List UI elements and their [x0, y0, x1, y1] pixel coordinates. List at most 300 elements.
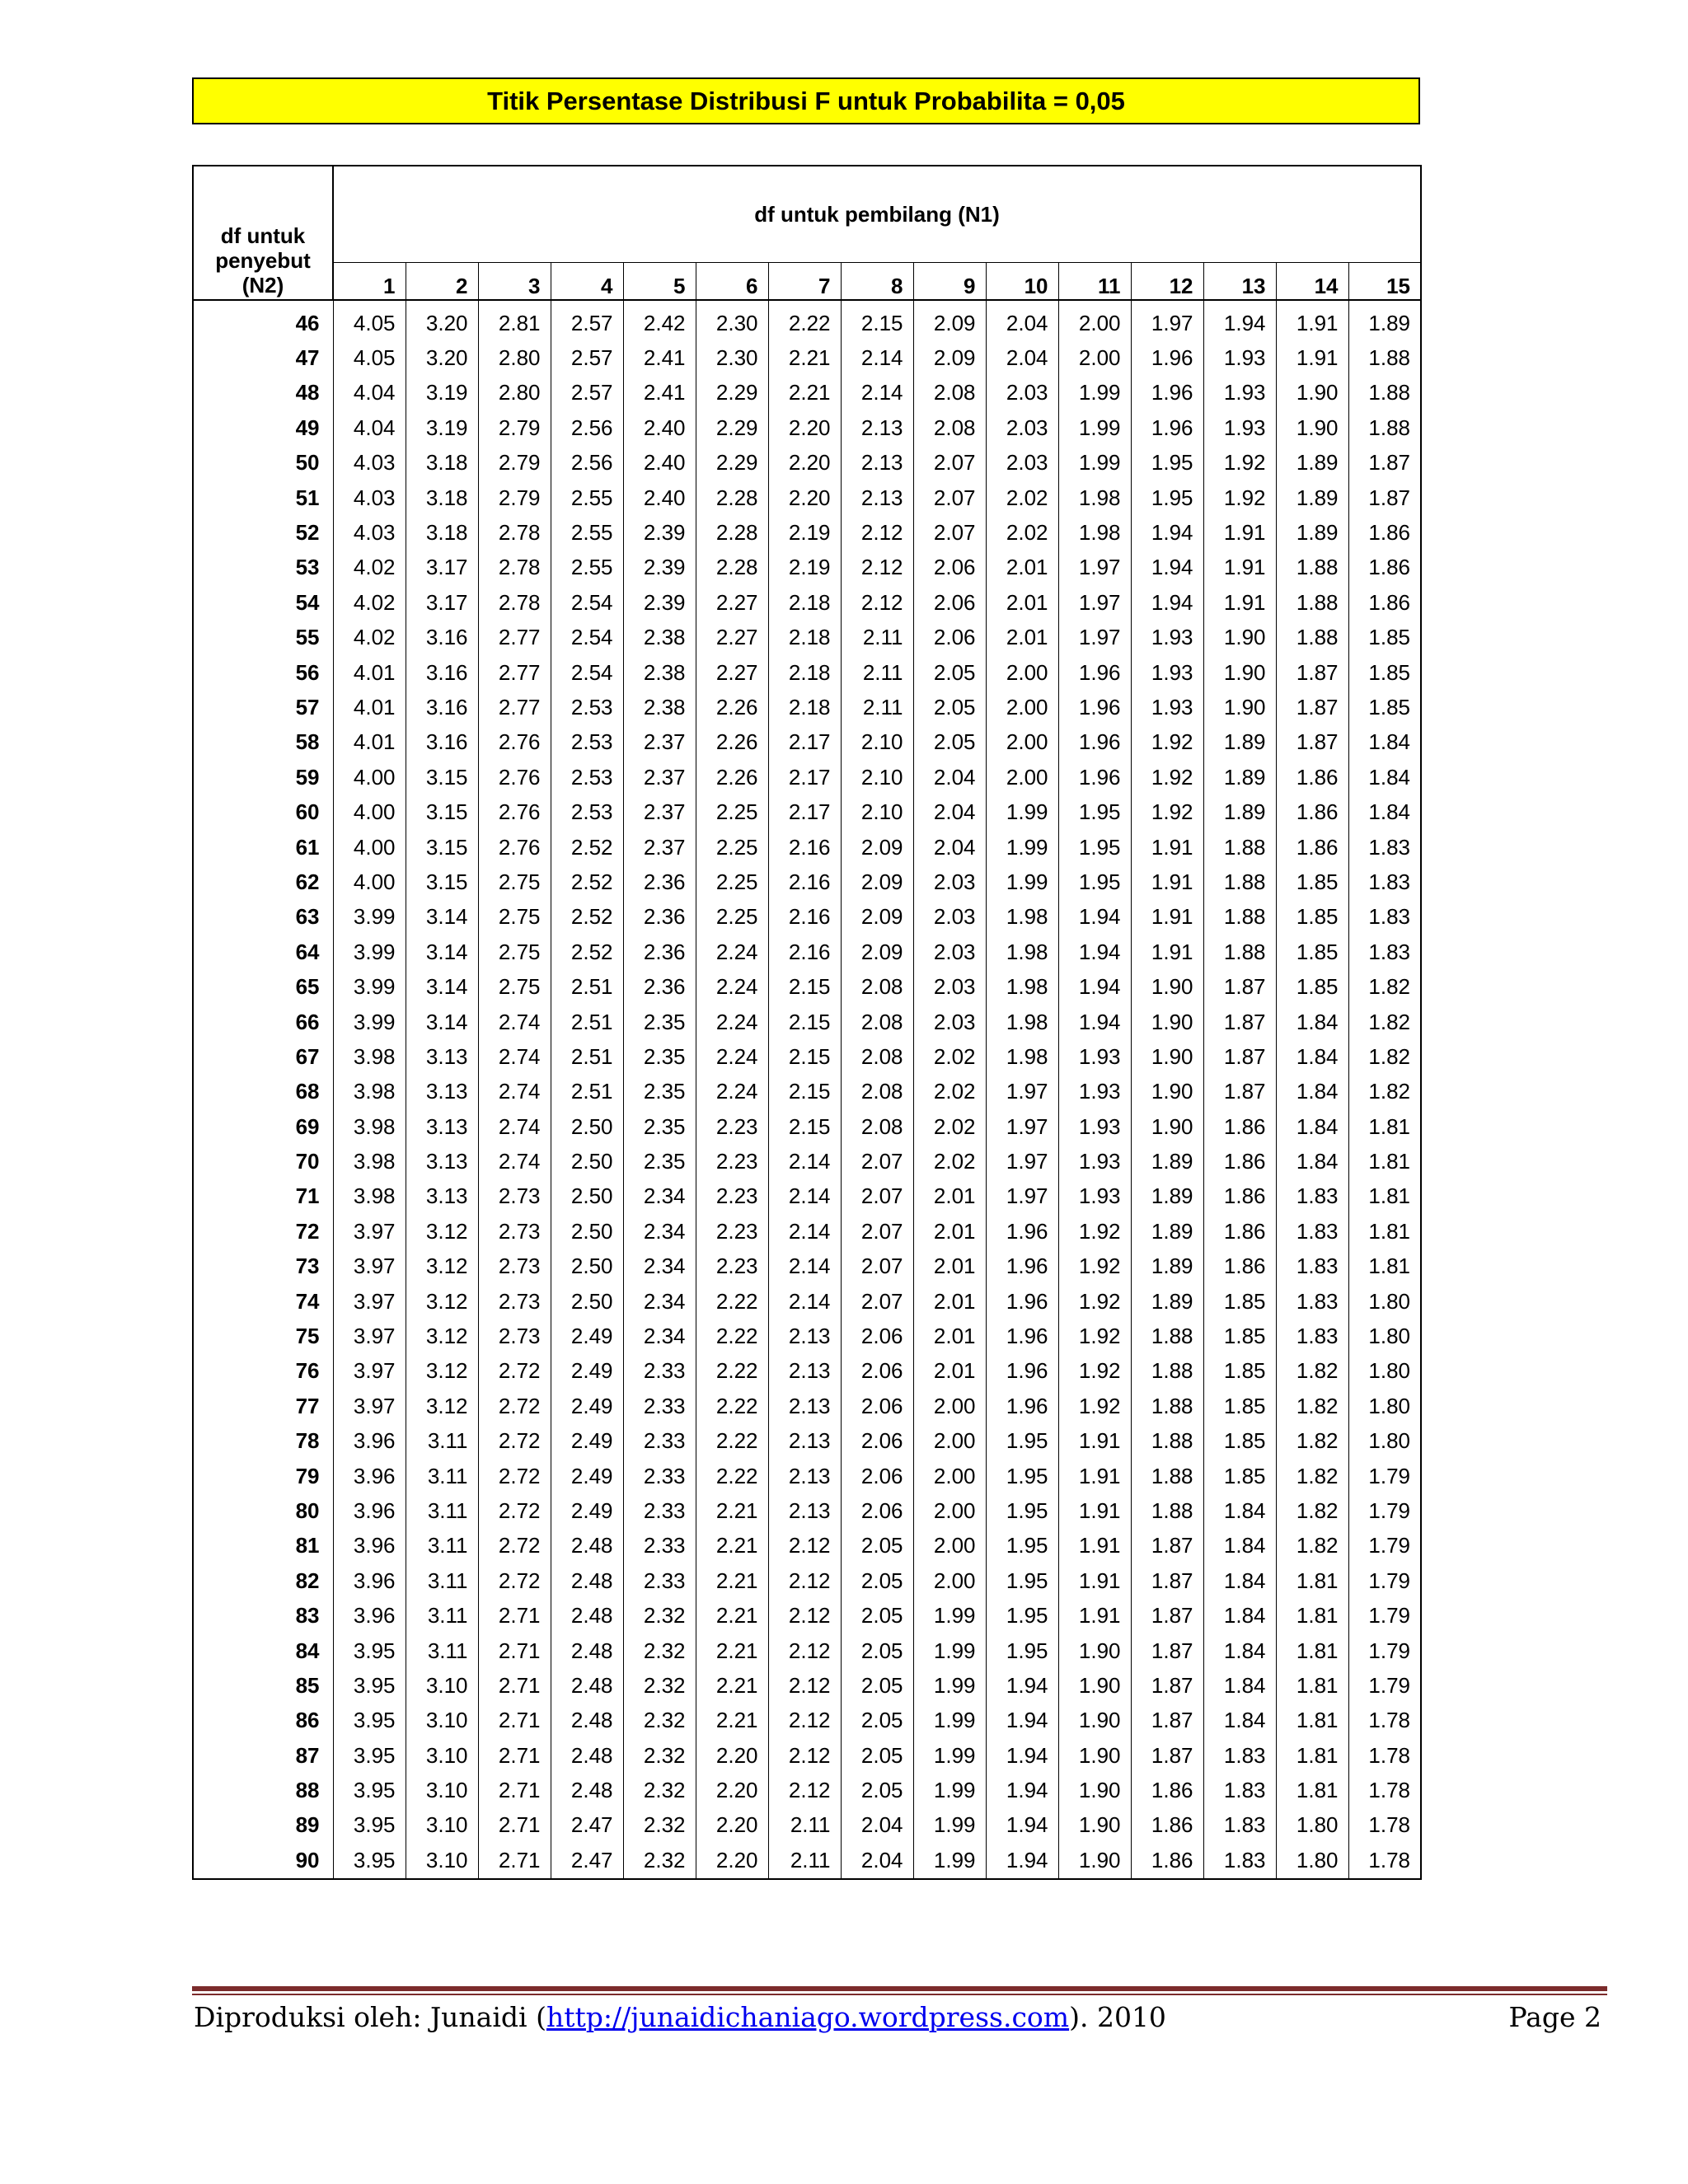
- table-cell: 1.95: [1058, 794, 1131, 829]
- table-cell: 2.52: [551, 900, 623, 935]
- table-cell: 2.02: [913, 1109, 986, 1144]
- table-cell: 2.01: [986, 585, 1058, 620]
- table-cell: 1.85: [1203, 1319, 1276, 1353]
- table-cell: 1.87: [1203, 1039, 1276, 1074]
- table-cell: 1.88: [1276, 621, 1348, 655]
- table-cell: 1.82: [1276, 1424, 1348, 1459]
- table-cell: 1.91: [1131, 900, 1203, 935]
- row-label: 55: [193, 621, 333, 655]
- table-cell: 2.04: [841, 1843, 913, 1878]
- table-cell: 2.19: [768, 551, 841, 585]
- table-cell: 1.90: [1058, 1704, 1131, 1738]
- table-cell: 3.12: [406, 1389, 478, 1423]
- table-cell: 1.99: [986, 794, 1058, 829]
- table-cell: 1.79: [1348, 1529, 1421, 1563]
- table-cell: 2.30: [696, 300, 768, 340]
- table-cell: 1.99: [986, 865, 1058, 899]
- table-cell: 2.80: [478, 376, 551, 410]
- table-cell: 2.01: [913, 1354, 986, 1389]
- table-cell: 1.90: [1058, 1808, 1131, 1843]
- table-cell: 2.40: [623, 446, 696, 480]
- table-cell: 2.22: [696, 1354, 768, 1389]
- table-cell: 2.00: [913, 1529, 986, 1563]
- table-cell: 1.85: [1348, 655, 1421, 690]
- table-cell: 2.78: [478, 585, 551, 620]
- table-cell: 3.98: [333, 1144, 406, 1179]
- table-cell: 2.21: [696, 1633, 768, 1668]
- table-cell: 2.53: [551, 725, 623, 760]
- table-cell: 1.93: [1203, 376, 1276, 410]
- table-cell: 2.36: [623, 900, 696, 935]
- table-cell: 1.94: [1131, 515, 1203, 550]
- table-cell: 2.03: [986, 376, 1058, 410]
- table-cell: 1.84: [1276, 1144, 1348, 1179]
- table-cell: 1.99: [1058, 410, 1131, 445]
- table-cell: 2.21: [768, 340, 841, 375]
- table-cell: 2.16: [768, 935, 841, 969]
- table-row: [193, 969, 1421, 1004]
- table-cell: 3.14: [406, 969, 478, 1004]
- table-cell: 3.14: [406, 935, 478, 969]
- table-cell: 1.96: [1058, 725, 1131, 760]
- table-cell: 1.87: [1203, 969, 1276, 1004]
- table-cell: 2.00: [913, 1493, 986, 1528]
- table-row: [193, 1424, 1421, 1459]
- table-row: [193, 621, 1421, 655]
- table-cell: 2.22: [696, 1284, 768, 1319]
- table-cell: 2.05: [841, 1738, 913, 1773]
- table-cell: 2.71: [478, 1633, 551, 1668]
- table-cell: 4.00: [333, 794, 406, 829]
- table-cell: 2.77: [478, 655, 551, 690]
- table-cell: 2.27: [696, 621, 768, 655]
- table-cell: 1.82: [1348, 969, 1421, 1004]
- table-cell: 2.04: [986, 300, 1058, 340]
- footer-rule: [192, 1986, 1607, 1991]
- column-header: 8: [841, 263, 913, 301]
- table-cell: 2.75: [478, 865, 551, 899]
- table-row: [193, 1668, 1421, 1703]
- table-cell: 1.96: [1058, 655, 1131, 690]
- table-cell: 2.06: [913, 585, 986, 620]
- table-cell: 2.35: [623, 1005, 696, 1039]
- table-cell: 1.97: [1131, 300, 1203, 340]
- table-cell: 1.87: [1203, 1005, 1276, 1039]
- table-cell: 1.84: [1276, 1039, 1348, 1074]
- table-cell: 1.98: [986, 969, 1058, 1004]
- table-cell: 1.91: [1058, 1598, 1131, 1633]
- table-cell: 1.85: [1348, 690, 1421, 724]
- row-label: 78: [193, 1424, 333, 1459]
- table-cell: 2.03: [913, 865, 986, 899]
- table-cell: 1.84: [1276, 1109, 1348, 1144]
- table-cell: 1.87: [1276, 690, 1348, 724]
- table-cell: 2.71: [478, 1668, 551, 1703]
- table-cell: 2.23: [696, 1214, 768, 1249]
- table-cell: 2.47: [551, 1808, 623, 1843]
- table-cell: 1.81: [1276, 1773, 1348, 1807]
- table-cell: 1.96: [986, 1389, 1058, 1423]
- table-cell: 4.00: [333, 830, 406, 865]
- table-cell: 3.99: [333, 1005, 406, 1039]
- table-cell: 1.90: [1131, 1039, 1203, 1074]
- table-cell: 3.98: [333, 1039, 406, 1074]
- table-cell: 1.90: [1131, 1075, 1203, 1109]
- table-cell: 2.21: [696, 1704, 768, 1738]
- table-cell: 2.13: [768, 1319, 841, 1353]
- table-cell: 1.94: [986, 1668, 1058, 1703]
- row-label: 87: [193, 1738, 333, 1773]
- table-cell: 1.79: [1348, 1633, 1421, 1668]
- table-cell: 1.81: [1276, 1704, 1348, 1738]
- corner-label-line1: df untuk: [220, 223, 306, 248]
- table-cell: 2.06: [841, 1459, 913, 1493]
- table-cell: 2.01: [913, 1214, 986, 1249]
- table-cell: 1.84: [1203, 1633, 1276, 1668]
- table-cell: 2.73: [478, 1319, 551, 1353]
- table-cell: 2.00: [986, 655, 1058, 690]
- row-label: 61: [193, 830, 333, 865]
- table-cell: 2.08: [913, 410, 986, 445]
- table-cell: 2.14: [768, 1284, 841, 1319]
- table-cell: 1.94: [1058, 935, 1131, 969]
- table-cell: 1.90: [1203, 655, 1276, 690]
- table-cell: 1.94: [1058, 1005, 1131, 1039]
- table-cell: 2.56: [551, 446, 623, 480]
- table-cell: 1.86: [1348, 515, 1421, 550]
- table-cell: 1.82: [1276, 1389, 1348, 1423]
- table-cell: 2.21: [696, 1668, 768, 1703]
- table-cell: 3.12: [406, 1249, 478, 1284]
- table-cell: 3.96: [333, 1493, 406, 1528]
- table-cell: 3.13: [406, 1039, 478, 1074]
- table-cell: 1.86: [1203, 1144, 1276, 1179]
- column-header: 15: [1348, 263, 1421, 301]
- table-cell: 1.99: [913, 1704, 986, 1738]
- table-cell: 3.16: [406, 690, 478, 724]
- table-cell: 1.87: [1276, 725, 1348, 760]
- table-cell: 2.09: [913, 340, 986, 375]
- table-cell: 2.30: [696, 340, 768, 375]
- table-cell: 1.85: [1276, 865, 1348, 899]
- table-cell: 1.87: [1131, 1529, 1203, 1563]
- table-cell: 2.32: [623, 1633, 696, 1668]
- table-cell: 1.81: [1348, 1249, 1421, 1284]
- table-cell: 1.89: [1276, 480, 1348, 515]
- table-cell: 2.32: [623, 1668, 696, 1703]
- table-cell: 1.95: [986, 1424, 1058, 1459]
- column-header: 6: [696, 263, 768, 301]
- table-cell: 2.35: [623, 1144, 696, 1179]
- table-cell: 1.91: [1203, 585, 1276, 620]
- table-cell: 2.22: [696, 1389, 768, 1423]
- table-cell: 2.71: [478, 1773, 551, 1807]
- table-cell: 3.96: [333, 1529, 406, 1563]
- table-cell: 2.08: [841, 1109, 913, 1144]
- table-cell: 1.94: [1203, 300, 1276, 340]
- table-cell: 2.14: [768, 1144, 841, 1179]
- table-cell: 1.89: [1131, 1249, 1203, 1284]
- table-row: [193, 1005, 1421, 1039]
- table-cell: 1.89: [1203, 760, 1276, 794]
- table-cell: 2.74: [478, 1144, 551, 1179]
- row-label: 62: [193, 865, 333, 899]
- table-cell: 2.29: [696, 410, 768, 445]
- numerator-df-header: df untuk pembilang (N1): [333, 166, 1421, 263]
- table-cell: 1.88: [1203, 865, 1276, 899]
- table-cell: 2.05: [841, 1704, 913, 1738]
- table-cell: 1.99: [913, 1738, 986, 1773]
- table-cell: 2.12: [841, 515, 913, 550]
- table-cell: 1.92: [1131, 794, 1203, 829]
- table-cell: 2.05: [841, 1633, 913, 1668]
- table-cell: 1.82: [1276, 1493, 1348, 1528]
- table-cell: 2.16: [768, 830, 841, 865]
- table-row: [193, 1529, 1421, 1563]
- table-cell: 1.86: [1276, 830, 1348, 865]
- table-cell: 1.86: [1203, 1179, 1276, 1214]
- column-header: 9: [913, 263, 986, 301]
- table-cell: 2.06: [841, 1319, 913, 1353]
- table-cell: 2.55: [551, 480, 623, 515]
- table-cell: 2.48: [551, 1633, 623, 1668]
- table-cell: 1.84: [1203, 1493, 1276, 1528]
- table-cell: 2.15: [841, 300, 913, 340]
- table-cell: 2.74: [478, 1005, 551, 1039]
- table-cell: 1.95: [986, 1598, 1058, 1633]
- table-cell: 1.91: [1131, 830, 1203, 865]
- row-label: 68: [193, 1075, 333, 1109]
- table-cell: 1.95: [1058, 865, 1131, 899]
- table-cell: 4.04: [333, 376, 406, 410]
- table-cell: 1.83: [1348, 935, 1421, 969]
- table-cell: 2.04: [913, 830, 986, 865]
- table-cell: 1.92: [1058, 1284, 1131, 1319]
- table-cell: 2.12: [768, 1738, 841, 1773]
- table-cell: 3.14: [406, 900, 478, 935]
- table-cell: 1.93: [1131, 621, 1203, 655]
- table-cell: 1.94: [986, 1704, 1058, 1738]
- table-cell: 1.85: [1203, 1389, 1276, 1423]
- table-cell: 1.88: [1131, 1493, 1203, 1528]
- table-row: [193, 1493, 1421, 1528]
- table-row: [193, 515, 1421, 550]
- table-cell: 1.97: [986, 1144, 1058, 1179]
- table-cell: 3.98: [333, 1179, 406, 1214]
- table-cell: 1.91: [1058, 1424, 1131, 1459]
- table-cell: 2.04: [841, 1808, 913, 1843]
- table-cell: 2.33: [623, 1424, 696, 1459]
- table-cell: 1.82: [1276, 1459, 1348, 1493]
- table-cell: 1.85: [1276, 969, 1348, 1004]
- table-cell: 3.12: [406, 1319, 478, 1353]
- table-cell: 1.88: [1348, 376, 1421, 410]
- table-cell: 3.20: [406, 340, 478, 375]
- table-cell: 2.24: [696, 1005, 768, 1039]
- table-cell: 2.03: [986, 446, 1058, 480]
- table-cell: 1.88: [1276, 585, 1348, 620]
- table-cell: 3.15: [406, 865, 478, 899]
- table-row: [193, 376, 1421, 410]
- table-cell: 2.14: [768, 1214, 841, 1249]
- table-cell: 3.11: [406, 1493, 478, 1528]
- table-cell: 3.10: [406, 1704, 478, 1738]
- table-cell: 2.10: [841, 760, 913, 794]
- table-cell: 2.12: [768, 1704, 841, 1738]
- table-cell: 1.89: [1276, 446, 1348, 480]
- column-header: 2: [406, 263, 478, 301]
- table-cell: 2.02: [986, 480, 1058, 515]
- table-cell: 2.18: [768, 690, 841, 724]
- table-cell: 2.03: [986, 410, 1058, 445]
- table-cell: 2.37: [623, 794, 696, 829]
- row-label: 77: [193, 1389, 333, 1423]
- table-cell: 1.95: [986, 1459, 1058, 1493]
- table-cell: 3.13: [406, 1144, 478, 1179]
- table-cell: 2.41: [623, 376, 696, 410]
- table-cell: 3.16: [406, 655, 478, 690]
- table-cell: 2.29: [696, 376, 768, 410]
- table-cell: 2.14: [768, 1249, 841, 1284]
- table-cell: 2.06: [913, 621, 986, 655]
- table-cell: 1.80: [1348, 1284, 1421, 1319]
- table-cell: 1.88: [1131, 1354, 1203, 1389]
- table-cell: 2.18: [768, 585, 841, 620]
- table-cell: 4.01: [333, 725, 406, 760]
- table-cell: 1.91: [1058, 1529, 1131, 1563]
- table-cell: 2.20: [696, 1773, 768, 1807]
- table-cell: 2.11: [841, 621, 913, 655]
- table-cell: 2.76: [478, 725, 551, 760]
- table-cell: 2.79: [478, 410, 551, 445]
- column-header: 11: [1058, 263, 1131, 301]
- table-cell: 2.05: [841, 1598, 913, 1633]
- table-cell: 2.75: [478, 935, 551, 969]
- table-cell: 2.06: [841, 1424, 913, 1459]
- table-cell: 3.95: [333, 1738, 406, 1773]
- column-header: 3: [478, 263, 551, 301]
- row-label: 52: [193, 515, 333, 550]
- table-cell: 1.96: [986, 1319, 1058, 1353]
- table-cell: 4.02: [333, 585, 406, 620]
- table-cell: 2.78: [478, 551, 551, 585]
- table-cell: 2.20: [768, 446, 841, 480]
- column-number-row: [193, 263, 1421, 301]
- table-cell: 2.05: [913, 725, 986, 760]
- table-cell: 3.15: [406, 760, 478, 794]
- table-cell: 1.85: [1203, 1459, 1276, 1493]
- row-label: 51: [193, 480, 333, 515]
- table-cell: 2.27: [696, 655, 768, 690]
- table-cell: 2.13: [768, 1424, 841, 1459]
- table-cell: 3.97: [333, 1389, 406, 1423]
- table-cell: 3.11: [406, 1459, 478, 1493]
- table-cell: 3.13: [406, 1075, 478, 1109]
- table-cell: 2.37: [623, 725, 696, 760]
- table-cell: 3.99: [333, 900, 406, 935]
- table-cell: 2.39: [623, 585, 696, 620]
- table-cell: 4.05: [333, 300, 406, 340]
- table-cell: 2.01: [913, 1249, 986, 1284]
- table-cell: 1.82: [1276, 1354, 1348, 1389]
- table-cell: 2.72: [478, 1493, 551, 1528]
- table-cell: 2.06: [841, 1389, 913, 1423]
- table-cell: 2.01: [986, 621, 1058, 655]
- table-cell: 1.88: [1131, 1319, 1203, 1353]
- corner-header: [193, 166, 333, 300]
- table-cell: 3.20: [406, 300, 478, 340]
- table-cell: 2.71: [478, 1598, 551, 1633]
- table-row: [193, 1389, 1421, 1423]
- table-cell: 2.71: [478, 1738, 551, 1773]
- table-cell: 1.86: [1131, 1773, 1203, 1807]
- table-cell: 1.90: [1131, 969, 1203, 1004]
- row-label: 63: [193, 900, 333, 935]
- table-row: [193, 900, 1421, 935]
- row-label: 74: [193, 1284, 333, 1319]
- table-cell: 2.72: [478, 1389, 551, 1423]
- table-cell: 2.15: [768, 1039, 841, 1074]
- table-cell: 3.10: [406, 1668, 478, 1703]
- row-label: 56: [193, 655, 333, 690]
- table-cell: 1.92: [1203, 446, 1276, 480]
- row-label: 83: [193, 1598, 333, 1633]
- table-cell: 1.91: [1058, 1493, 1131, 1528]
- table-cell: 2.20: [768, 410, 841, 445]
- table-cell: 1.80: [1276, 1843, 1348, 1878]
- table-cell: 1.87: [1131, 1738, 1203, 1773]
- table-cell: 2.47: [551, 1843, 623, 1878]
- table-cell: 2.57: [551, 340, 623, 375]
- table-cell: 1.86: [1131, 1843, 1203, 1878]
- table-cell: 1.91: [1276, 300, 1348, 340]
- table-row: [193, 1563, 1421, 1598]
- table-cell: 3.17: [406, 585, 478, 620]
- table-cell: 1.83: [1276, 1179, 1348, 1214]
- table-cell: 1.93: [1203, 410, 1276, 445]
- table-cell: 2.74: [478, 1075, 551, 1109]
- table-cell: 1.91: [1131, 935, 1203, 969]
- table-cell: 2.22: [696, 1319, 768, 1353]
- table-cell: 1.85: [1348, 621, 1421, 655]
- table-cell: 2.05: [913, 690, 986, 724]
- table-cell: 1.99: [913, 1633, 986, 1668]
- table-cell: 1.83: [1276, 1319, 1348, 1353]
- table-cell: 2.04: [913, 794, 986, 829]
- footer-link[interactable]: http://junaidichaniago.wordpress.com: [546, 2001, 1070, 2033]
- table-cell: 1.79: [1348, 1598, 1421, 1633]
- table-cell: 1.83: [1203, 1738, 1276, 1773]
- table-cell: 2.01: [913, 1179, 986, 1214]
- table-cell: 2.24: [696, 1039, 768, 1074]
- table-cell: 1.84: [1203, 1668, 1276, 1703]
- table-cell: 4.03: [333, 480, 406, 515]
- table-cell: 1.79: [1348, 1459, 1421, 1493]
- table-cell: 1.84: [1203, 1563, 1276, 1598]
- table-cell: 2.33: [623, 1563, 696, 1598]
- table-cell: 2.13: [768, 1389, 841, 1423]
- row-label: 69: [193, 1109, 333, 1144]
- table-row: [193, 1738, 1421, 1773]
- page-number: Page 2: [1508, 2001, 1601, 2033]
- table-cell: 2.17: [768, 725, 841, 760]
- table-cell: 2.71: [478, 1808, 551, 1843]
- table-cell: 2.21: [696, 1493, 768, 1528]
- table-cell: 2.51: [551, 969, 623, 1004]
- table-cell: 2.49: [551, 1459, 623, 1493]
- table-cell: 2.71: [478, 1843, 551, 1878]
- table-cell: 2.72: [478, 1459, 551, 1493]
